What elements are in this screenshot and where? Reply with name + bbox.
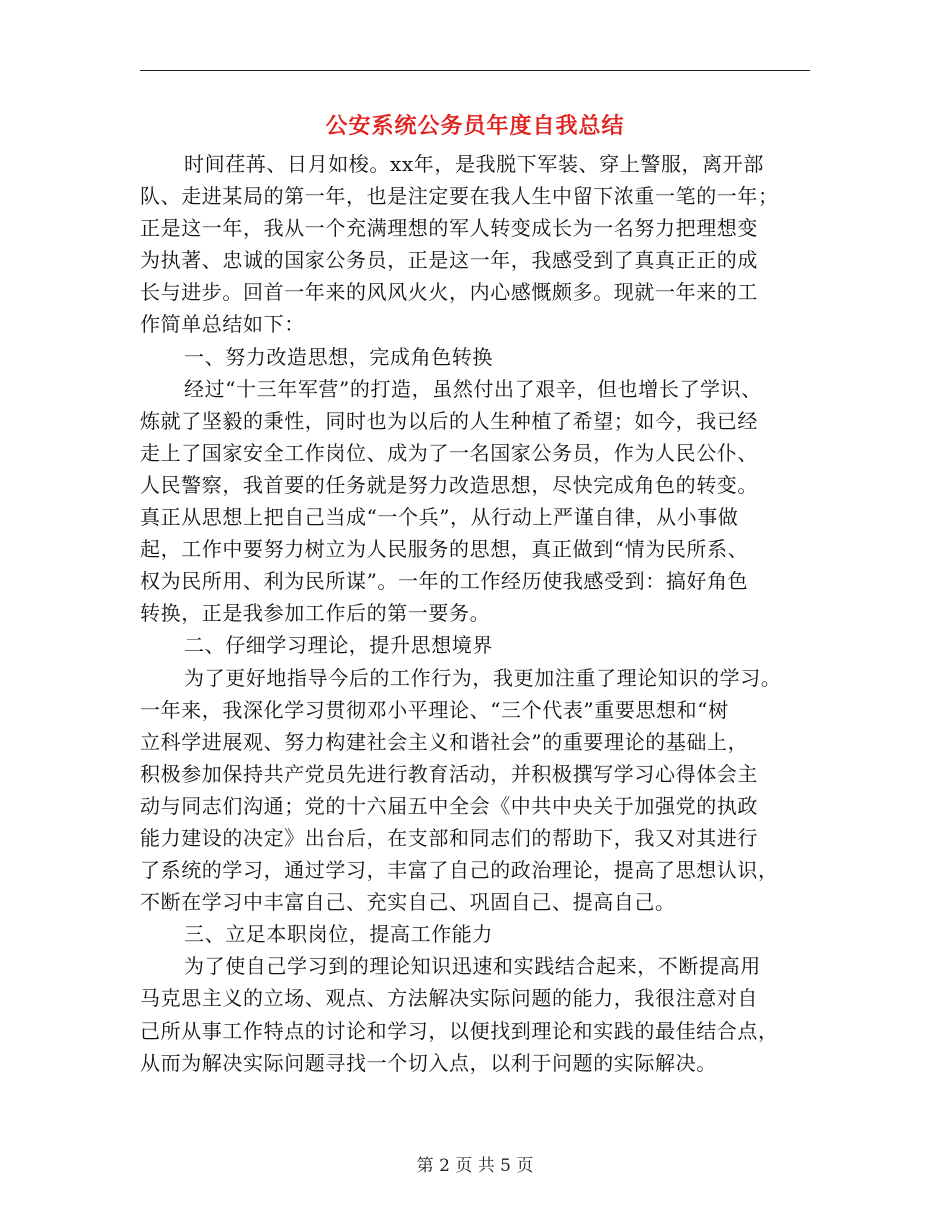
- text-line: 炼就了坚毅的秉性，同时也为以后的人生种植了希望；如今，我已经: [140, 408, 758, 433]
- text-line: 一、努力改造思想，完成角色转换: [184, 344, 493, 369]
- text-line: 立科学进展观、努力构建社会主义和谐社会”的重要理论的基础上，: [140, 729, 749, 754]
- text-line: 队、走进某局的第一年，也是注定要在我人生中留下浓重一笔的一年；: [140, 184, 779, 209]
- header-rule: [140, 70, 810, 71]
- text-line: 二、仔细学习理论，提升思想境界: [184, 633, 493, 658]
- text-line: 己所从事工作特点的讨论和学习，以便找到理论和实践的最佳结合点，: [140, 1018, 779, 1043]
- page-footer: [0, 1154, 950, 1178]
- text-line: 积极参加保持共产党员先进行教育活动，并积极撰写学习心得体会主: [140, 761, 758, 786]
- document-title: 公安系统公务员年度自我总结: [325, 113, 625, 139]
- text-line: 为了更好地指导今后的工作行为，我更加注重了理论知识的学习。: [184, 665, 782, 690]
- text-line: 不断在学习中丰富自己、充实自己、巩固自己、提高自己。: [140, 890, 676, 915]
- text-line: 动与同志们沟通；党的十六届五中全会《中共中央关于加强党的执政: [140, 793, 758, 818]
- text-line: 真正从思想上把自己当成“一个兵”，从行动上严谨自律，从小事做: [140, 505, 739, 530]
- text-line: 一年来，我深化学习贯彻邓小平理论、“三个代表”重要思想和“树: [140, 697, 729, 722]
- text-line: 作简单总结如下：: [140, 312, 305, 337]
- text-line: 时间荏苒、日月如梭。xx年，是我脱下军装、穿上警服，离开部: [184, 152, 764, 176]
- page-number-label: 第 2 页 共 5 页: [416, 1156, 534, 1176]
- text-line: 能力建设的决定》出台后，在支部和同志们的帮助下，我又对其进行: [140, 825, 758, 850]
- text-line: 权为民所用、利为民所谋”。一年的工作经历使我感受到：搞好角色: [140, 569, 749, 594]
- text-line: 起，工作中要努力树立为人民服务的思想，真正做到“情为民所系、: [140, 537, 749, 562]
- text-line: 人民警察，我首要的任务就是努力改造思想，尽快完成角色的转变。: [140, 472, 758, 497]
- text-line: 正是这一年，我从一个充满理想的军人转变成长为一名努力把理想变: [140, 216, 758, 241]
- text-line: 为执著、忠诚的国家公务员，正是这一年，我感受到了真真正正的成: [140, 248, 758, 273]
- text-line: 从而为解决实际问题寻找一个切入点，以利于问题的实际解决。: [140, 1050, 717, 1075]
- text-line: 经过“十三年军营”的打造，虽然付出了艰辛，但也增长了学识、: [184, 376, 762, 401]
- text-line: 走上了国家安全工作岗位、成为了一名国家公务员，作为人民公仆、: [140, 440, 758, 465]
- document-body: [140, 148, 810, 1079]
- text-line: 为了使自己学习到的理论知识迅速和实践结合起来，不断提高用: [184, 954, 761, 979]
- text-line: 转换，正是我参加工作后的第一要务。: [140, 601, 491, 626]
- text-line: 马克思主义的立场、观点、方法解决实际问题的能力，我很注意对自: [140, 986, 758, 1011]
- text-line: 了系统的学习，通过学习，丰富了自己的政治理论，提高了思想认识，: [140, 858, 779, 883]
- text-line: 三、立足本职岗位，提高工作能力: [184, 922, 493, 947]
- text-line: 长与进步。回首一年来的风风火火，内心感慨颇多。现就一年来的工: [140, 280, 758, 305]
